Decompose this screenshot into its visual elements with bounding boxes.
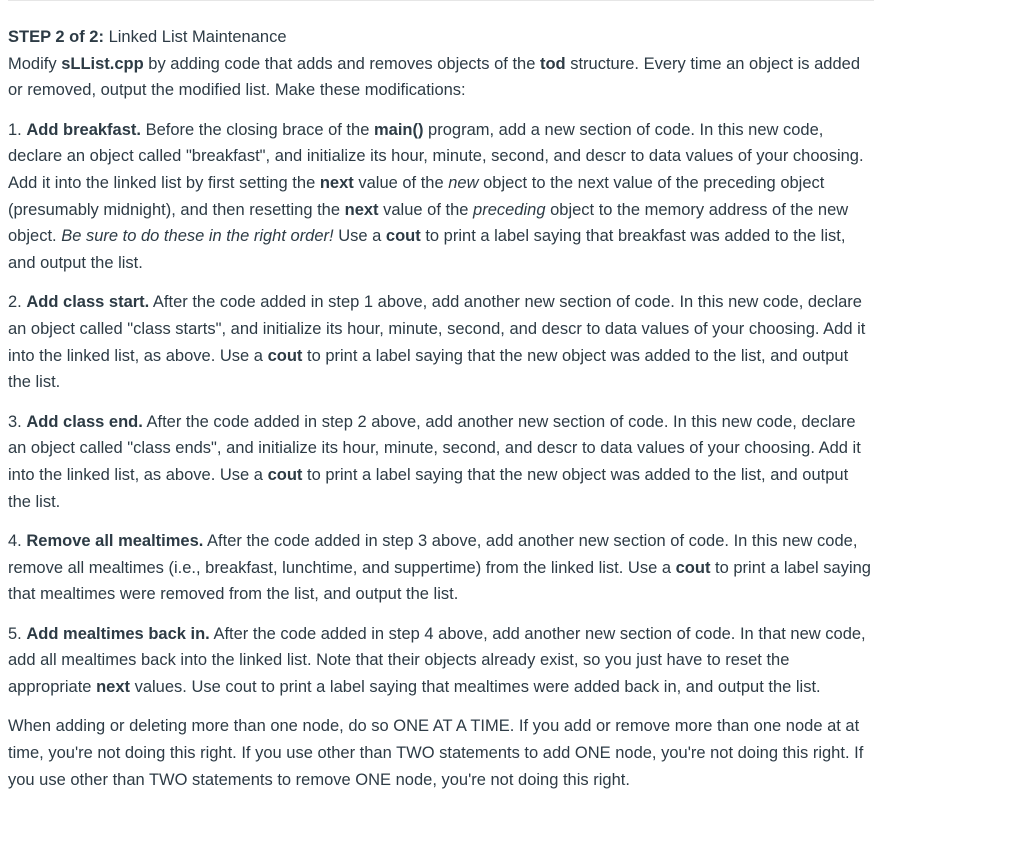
step-number: 1. [8, 120, 27, 139]
step-title: Add mealtimes back in. [26, 624, 210, 643]
emphasis-text: new [448, 174, 479, 193]
heading-title: Linked List Maintenance [103, 28, 287, 46]
step-text: value of the [378, 200, 474, 219]
emphasis-text: preceding [473, 200, 546, 219]
step-text: to print a label saying that mealtimes were removed from the list, and output the list. [8, 558, 871, 604]
code-term: next [96, 677, 130, 696]
step-text: value of the [353, 174, 449, 193]
code-term: next [319, 174, 354, 193]
step-number: 3. [8, 412, 27, 431]
step-text: After the code added in step 4 above, add another new section of code. In that new code, add all mealtimes back into the linked list. Note that their objects already exist, so you just have to reset the appropriate [8, 624, 866, 696]
step-text: to print a label saying that the new object was added to the list, and output the list. [8, 346, 849, 392]
code-term: main() [373, 120, 424, 139]
intro-text: structure. Every time an object is added or removed, output the modified list. Make these modifications: [8, 54, 861, 100]
code-term: cout [267, 466, 303, 485]
step-text: to print a label saying that breakfast was added to the list, and output the list. [8, 227, 846, 273]
step-text: object to the memory address of the new object. [8, 200, 849, 246]
closing-paragraph: When adding or deleting more than one node, do so ONE AT A TIME. If you add or remove more than one node at at time, you're not doing this right. If you use other than TWO statements to add ONE node, you're not doing this right. If you use other than TWO statements to remove ONE node, you're not doing this right. [8, 717, 864, 789]
intro-text: Modify [8, 54, 62, 73]
emphasis-text: Be sure to do these in the right order! [61, 227, 334, 246]
top-divider [8, 0, 874, 1]
code-term: next [344, 200, 379, 219]
step-3-paragraph [8, 409, 874, 516]
step-text: values. Use cout to print a label saying that mealtimes were added back in, and output the list. [130, 677, 821, 696]
step-number: 5. [8, 624, 27, 643]
step-text: After the code added in step 3 above, add another new section of code. In this new code, remove all mealtimes (i.e., breakfast, lunchtime, and suppertime) from the linked list. Use a [8, 531, 858, 577]
step-text: After the code added in step 1 above, add another new section of code. In this new code, declare an object called "class starts", and initialize its hour, minute, second, and descr to data values of your choosing. Add it into the linked list, as above. Use a [8, 293, 866, 365]
step-text: to print a label saying that the new object was added to the list, and output the list. [8, 466, 849, 511]
step-text: Before the closing brace of the [140, 120, 374, 139]
assignment-content [8, 24, 874, 806]
step-title: Add class end. [26, 412, 143, 431]
step-label: STEP 2 of 2: [8, 28, 104, 46]
step-text: object to the next value of the preceding object (presumably midnight), and then resetting the [8, 174, 825, 219]
struct-name-bold: tod [539, 54, 566, 73]
step-1-paragraph [8, 117, 874, 277]
step-title: Remove all mealtimes. [26, 531, 204, 550]
step-5-paragraph [8, 621, 874, 701]
code-term: cout [675, 558, 711, 577]
step-4-paragraph [8, 528, 874, 608]
intro-paragraph [8, 51, 874, 104]
step-text: program, add a new section of code. In this new code, declare an object called "breakfast", and initialize its hour, minute, second, and descr to data values of your choosing. Add it into the linked list by first setting the [8, 120, 864, 193]
code-term: cout [267, 346, 303, 365]
step-heading [8, 24, 874, 51]
step-text: Use a [333, 227, 386, 246]
step-text: After the code added in step 2 above, add another new section of code. In this new code, declare an object called "class ends", and initialize its hour, minute, second, and descr to data values of your choosing. Add it into the linked list, as above. Use a [8, 412, 861, 485]
step-title: Add breakfast. [26, 120, 141, 139]
code-term: cout [385, 227, 421, 246]
step-number: 2. [8, 293, 27, 312]
intro-text: by adding code that adds and removes objects of the [143, 54, 540, 73]
filename-bold: sLList.cpp [61, 54, 144, 73]
step-number: 4. [8, 531, 27, 550]
step-title: Add class start. [26, 293, 150, 312]
step-2-paragraph [8, 289, 874, 396]
